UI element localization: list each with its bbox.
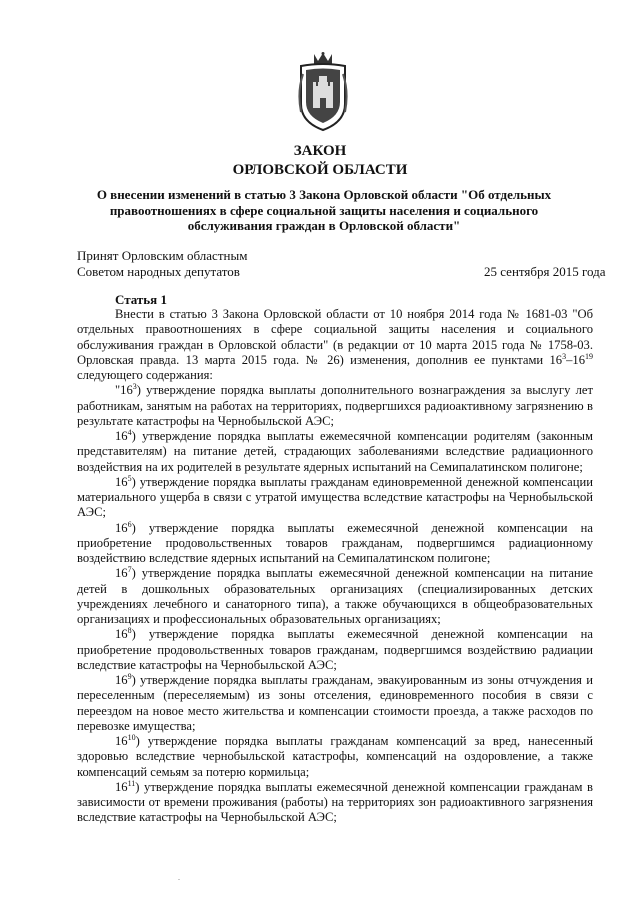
law-subtitle: О внесении изменений в статью 3 Закона Орловской области "Об отдельных правоотношениях в сфере социальной защиты населения и социального обслуживания граждан в Орловской области" xyxy=(96,187,552,233)
article-title: Статья 1 xyxy=(115,292,167,307)
adoption-date: 25 сентября 2015 года xyxy=(484,264,606,279)
adoption-authority xyxy=(77,248,247,279)
article-item: $16^7$) утверждение порядка выплаты ежемесячной денежной компенсации на питание детей в дошкольных образовательных организациях (специализированных детских учреждениях лечебного и санаторного типа), а также обучающихся в общеобразовательных организациях и профессиональных образовательных организациях; xyxy=(77,565,593,626)
article-item: $16^8$) утверждение порядка выплаты ежемесячной денежной компенсации на приобретение продовольственных товаров гражданам, подвергшимся воздействию радиации вследствие катастрофы на Чернобыльской АЭС; xyxy=(77,626,593,672)
article-item: $16^{11}$) утверждение порядка выплаты ежемесячной денежной компенсации гражданам в зависимости от времени проживания (работы) на территориях зон радиоактивного загрязнения вследствие катастрофы на Чернобыльской АЭС; xyxy=(77,778,593,825)
article-item: $16^9$) утверждение порядка выплаты гражданам, эвакуированным из зоны отчуждения и переселенным (переселяемым) из зоны отселения, единовременного пособия в связи с переездом на новое место жительства и компенсации стоимости проезда, а также расходов по перевозке имущества; xyxy=(77,672,593,733)
coat-of-arms-icon xyxy=(297,52,349,132)
article-item: "$16^3$) утверждение порядка выплаты дополнительного вознаграждения за выслугу лет работникам, занятым на работах на территориях, подвергшихся радиоактивному загрязнению в результате катастрофы на Чернобыльской АЭС; xyxy=(77,382,593,428)
adoption-line-1: Принят Орловским областным xyxy=(77,248,248,263)
article-item: $16^6$) утверждение порядка выплаты ежемесячной денежной компенсации на приобретение продовольственных товаров гражданам, подвергшимся радиационному воздействию вследствие ядерных испытаний на Семипалатинском полигоне; xyxy=(77,519,593,565)
article-item: $16^{10}$) утверждение порядка выплаты гражданам компенсаций за вред, нанесенный здоровью вследствие чернобыльской катастрофы, компенсаций на оздоровление, а также компенсаций семьям за потерю кормильца; xyxy=(77,733,593,779)
footer-mark: . xyxy=(178,873,180,882)
article-intro: Внести в статью 3 Закона Орловской области от 10 ноября 2014 года № 1681-03 "Об отдельных правоотношениях в сфере социальной защиты населения и социального обслуживания граждан в Орловской области" (в редакции от 10 марта 2015 года № 1758-03. Орловская правда. 13 марта 2015 года. № 26) изменения, дополнив ее пунктами $16^3-16^{19}$ следующего содержания: xyxy=(77,307,593,382)
law-title: ЗАКОН xyxy=(293,143,347,159)
article-item: $16^5$) утверждение порядка выплаты гражданам единовременной денежной компенсации материального ущерба в связи с утратой имущества вследствие катастрофы на Чернобыльской АЭС; xyxy=(77,473,593,520)
adoption-line-2: Советом народных депутатов xyxy=(77,263,240,279)
region-title: ОРЛОВСКОЙ ОБЛАСТИ xyxy=(232,162,408,178)
article-body xyxy=(77,307,593,826)
article-item: $16^4$) утверждение порядка выплаты ежемесячной компенсации родителям (законным представителям) на питание детей, страдающих заболеваниями вследствие радиационного воздействия на их родителей в результате ядерных испытаний на Семипалатинском полигоне; xyxy=(77,428,593,474)
